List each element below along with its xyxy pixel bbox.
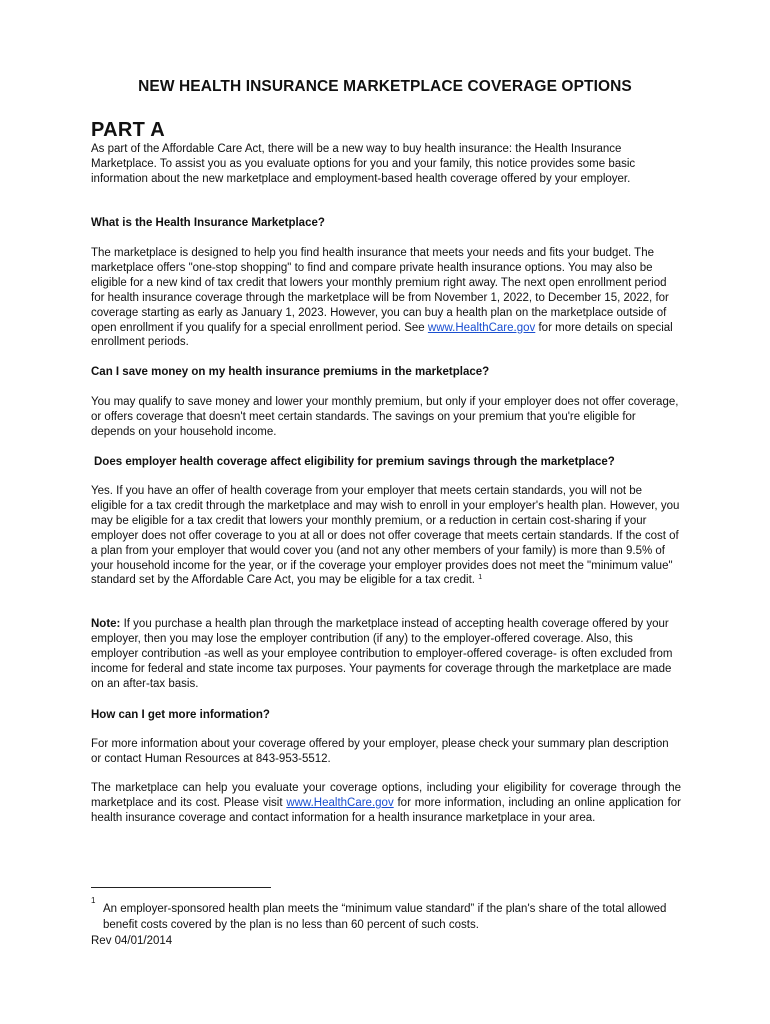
note-label: Note: — [91, 618, 121, 630]
footnote-reference: 1 — [478, 574, 483, 582]
answer-marketplace — [91, 246, 681, 350]
answer-save-money: You may qualify to save money and lower your monthly premium, but only if your employer does not offer coverage, or offers coverage that doesn't meet certain standards. The savings on your premium that you're eligible for depends on your household income. — [91, 396, 679, 438]
answer-employer-coverage — [91, 484, 681, 588]
answer-employer-coverage-text: Yes. If you have an offer of health coverage from your employer that meets certain standards, you will not be eligible for a tax credit through the marketplace and may wish to enroll in your employer's health plan. However, you may be eligible for a tax credit that lowers your monthly premium, or a reduction in certain cost-sharing if your employer does not offer coverage to you at all or does not offer coverage that meets certain standards. If the cost of a plan from your employer that would cover you (and not any other members of your family) is more than 9.5% of your household income for the year, or if the coverage your employer provides does not meet the "minimum value" standard set by the Affordable Care Act, you may be eligible for a tax credit. — [91, 485, 680, 587]
answer-more-info: For more information about your coverage offered by your employer, please check your summary plan description or contact Human Resources at 843-953-5512. — [91, 738, 669, 765]
intro-paragraph: As part of the Affordable Care Act, there will be a new way to buy health insurance: the Health Insurance Marketplace. To assist you as you evaluate options for you and your family, this notice provides some basic information about the new marketplace and employment-based health coverage offered by your employer. — [91, 143, 636, 185]
marketplace-help-tail: for more information, including an online application for health insurance coverage and contact information for a health insurance marketplace in your area. — [91, 796, 681, 824]
document-title: NEW HEALTH INSURANCE MARKETPLACE COVERAGE OPTIONS — [138, 78, 632, 95]
note-paragraph — [91, 617, 681, 692]
part-heading: PART A — [91, 119, 166, 141]
marketplace-help-text: The marketplace can help you evaluate your coverage options, including your eligibility for coverage through the marketplace and its cost. Please visit — [91, 782, 681, 809]
answer-marketplace-text: The marketplace is designed to help you find health insurance that meets your needs and fits your budget. The marketplace offers "one-stop shopping" to find and compare private health insurance options. You may also be eligible for a new kind of tax credit that lowers your monthly premium right away. The next open enrollment period for health insurance coverage through the marketplace will be from November 1, 2022, to December 15, 2022, for coverage starting as early as January 1, 2023. However, you can buy a health plan on the marketplace outside of open enrollment if you qualify for a special enrollment period. See — [91, 247, 669, 334]
revision-date: Rev 04/01/2014 — [91, 935, 173, 947]
question-more-info: How can I get more information? — [91, 709, 270, 721]
footnote-text: An employer-sponsored health plan meets the “minimum value standard” if the plan's share of the total allowed benefit costs covered by the plan is no less than 60 percent of such costs. — [103, 903, 667, 931]
footnote-divider — [91, 887, 271, 888]
question-employer-coverage: Does employer health coverage affect eligibility for premium savings through the marketplace? — [94, 456, 615, 468]
marketplace-help-paragraph — [91, 781, 681, 826]
note-text: If you purchase a health plan through the marketplace instead of accepting health coverage offered by your employer, then you may lose the employer contribution (if any) to the employer-offered coverage. Also, this employer contribution -as well as your employee contribution to employer-offered coverage- is often excluded from income for federal and state income tax purposes. Your payments for coverage through the marketplace are made on an after-tax basis. — [91, 618, 673, 690]
healthcare-gov-link[interactable]: www.HealthCare.gov — [427, 321, 536, 334]
healthcare-gov-link-2[interactable]: www.HealthCare.gov — [286, 796, 394, 809]
footnote-number: 1 — [91, 896, 96, 905]
question-save-money: Can I save money on my health insurance premiums in the marketplace? — [91, 366, 490, 378]
answer-marketplace-tail: for more details on special enrollment periods. — [91, 321, 673, 349]
question-marketplace: What is the Health Insurance Marketplace? — [91, 217, 325, 229]
